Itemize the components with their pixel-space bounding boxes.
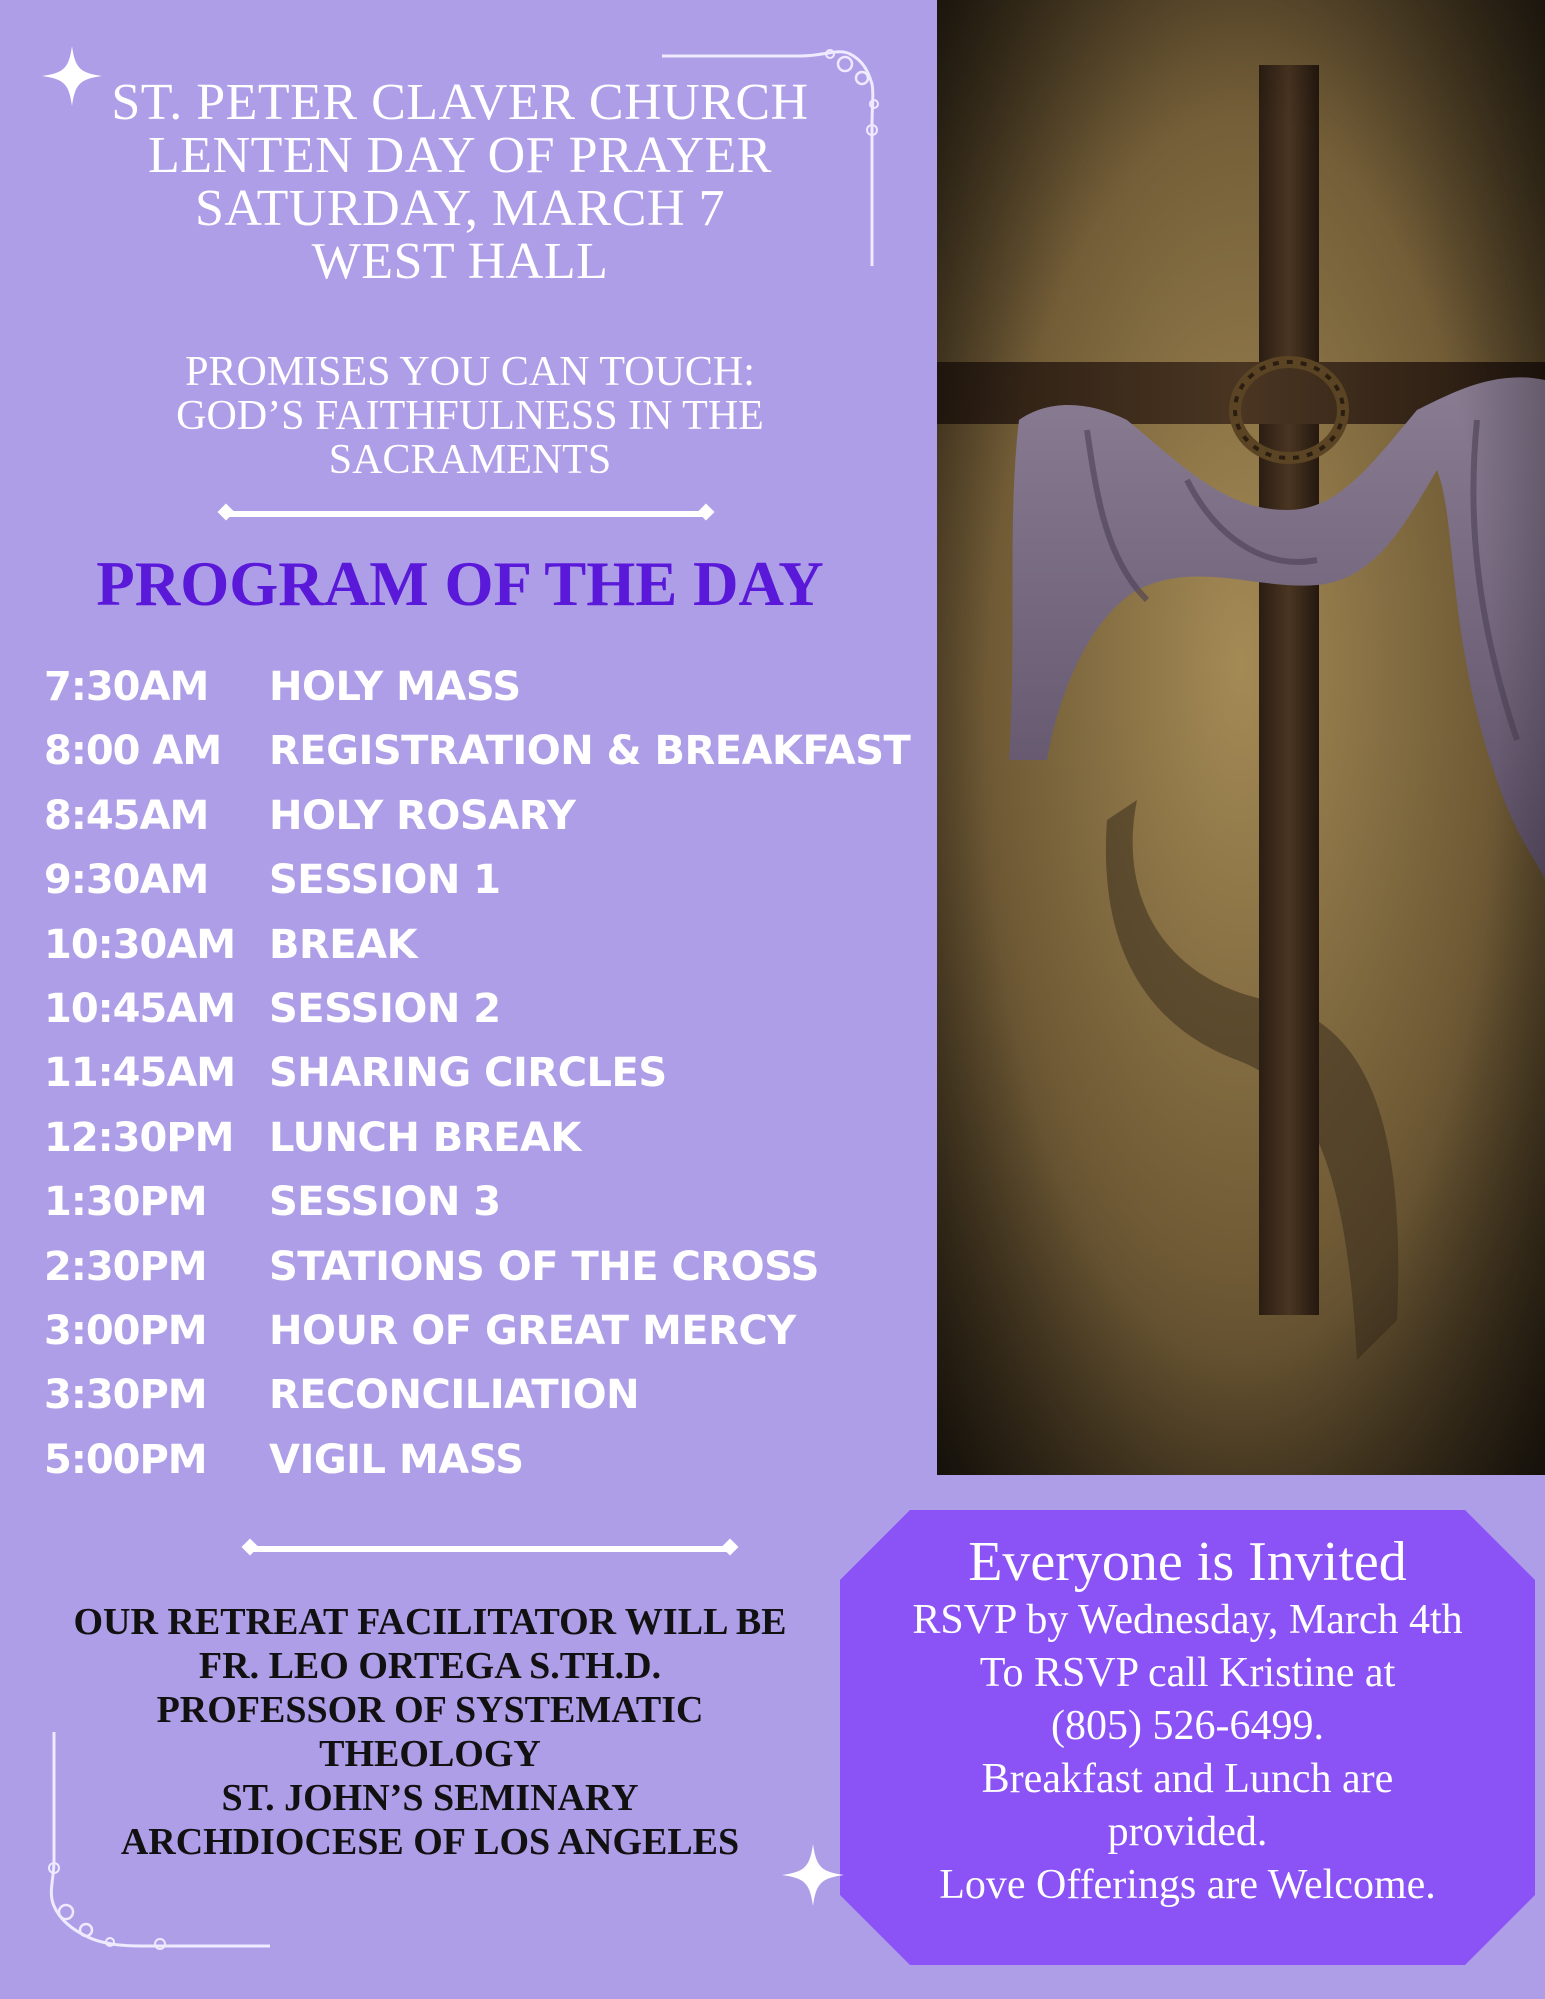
meals-line-2: provided. [1107,1809,1268,1855]
facilitator-line-6: ARCHDIOCESE OF LOS ANGELES [120,1821,740,1863]
invite-title: Everyone is Invited [968,1531,1407,1593]
rsvp-deadline: RSVP by Wednesday, March 4th [912,1597,1463,1643]
event-name: LENTEN DAY OF PRAYER [148,127,772,184]
theme-line-1: PROMISES YOU CAN TOUCH: [185,349,755,395]
schedule-item [44,1428,944,1492]
rsvp-contact: To RSVP call Kristine at [979,1650,1396,1696]
schedule-activity: LUNCH BREAK [269,1114,581,1161]
schedule-activity: HOUR OF GREAT MERCY [269,1307,796,1354]
church-name: ST. PETER CLAVER CHURCH [111,74,809,131]
schedule-item [44,977,944,1041]
schedule-activity: SESSION 2 [269,985,501,1032]
sparkle-icon-bottom [782,1844,844,1906]
program-title: PROGRAM OF THE DAY [96,549,824,619]
facilitator-line-1: OUR RETREAT FACILITATOR WILL BE [73,1601,787,1643]
offerings-note: Love Offerings are Welcome. [939,1862,1436,1908]
schedule-item [44,784,944,848]
schedule-item [44,1170,944,1234]
schedule-item [44,1041,944,1105]
schedule-time: 5:00PM [44,1436,207,1483]
schedule-item [44,1235,944,1299]
schedule-item [44,913,944,977]
cross-photo [937,0,1545,1475]
facilitator-line-4: THEOLOGY [319,1733,541,1775]
meals-line-1: Breakfast and Lunch are [981,1756,1394,1802]
schedule-time: 3:30PM [44,1372,207,1419]
schedule-time: 3:00PM [44,1307,207,1354]
schedule-item [44,655,944,719]
schedule-list [44,655,944,1492]
invite-text [840,1530,1535,1912]
divider-bottom [250,1546,730,1552]
schedule-item [44,1106,944,1170]
schedule-activity: HOLY MASS [269,664,521,710]
facilitator-name: FR. LEO ORTEGA S.TH.D. [198,1645,662,1687]
event-date: SATURDAY, MARCH 7 [194,180,726,237]
schedule-activity: SESSION 3 [269,1179,501,1226]
retreat-theme [80,350,860,482]
rsvp-phone: (805) 526-6499. [1051,1703,1324,1749]
schedule-time: 1:30PM [44,1179,207,1226]
theme-line-2: GOD’S FAITHFULNESS IN THE [176,393,764,439]
schedule-time: 9:30AM [44,857,209,904]
schedule-item [44,1299,944,1363]
schedule-time: 2:30PM [44,1243,207,1290]
schedule-activity: RECONCILIATION [269,1372,640,1419]
schedule-time: 7:30AM [44,664,209,710]
schedule-time: 8:00 AM [44,728,222,775]
facilitator-line-3: PROFESSOR OF SYSTEMATIC [156,1689,704,1731]
schedule-activity: SHARING CIRCLES [269,1050,667,1097]
facilitator-line-5: ST. JOHN’S SEMINARY [221,1777,639,1819]
schedule-item [44,1363,944,1427]
schedule-activity: STATIONS OF THE CROSS [269,1243,819,1290]
schedule-activity: BREAK [269,921,418,968]
divider-top [226,511,706,517]
schedule-activity: HOLY ROSARY [269,792,576,839]
schedule-item [44,848,944,912]
event-location: WEST HALL [311,233,609,290]
corner-flourish-icon-bottom [40,1730,280,1960]
schedule-activity: VIGIL MASS [269,1436,524,1483]
schedule-time: 10:30AM [44,921,236,968]
theme-line-3: SACRAMENTS [328,437,612,483]
schedule-time: 12:30PM [44,1114,234,1161]
schedule-time: 8:45AM [44,792,209,839]
schedule-item [44,719,944,783]
schedule-activity: SESSION 1 [269,857,501,904]
schedule-time: 10:45AM [44,985,236,1032]
event-header [60,76,860,288]
schedule-time: 11:45AM [44,1050,236,1097]
schedule-activity: REGISTRATION & BREAKFAST [269,728,911,775]
